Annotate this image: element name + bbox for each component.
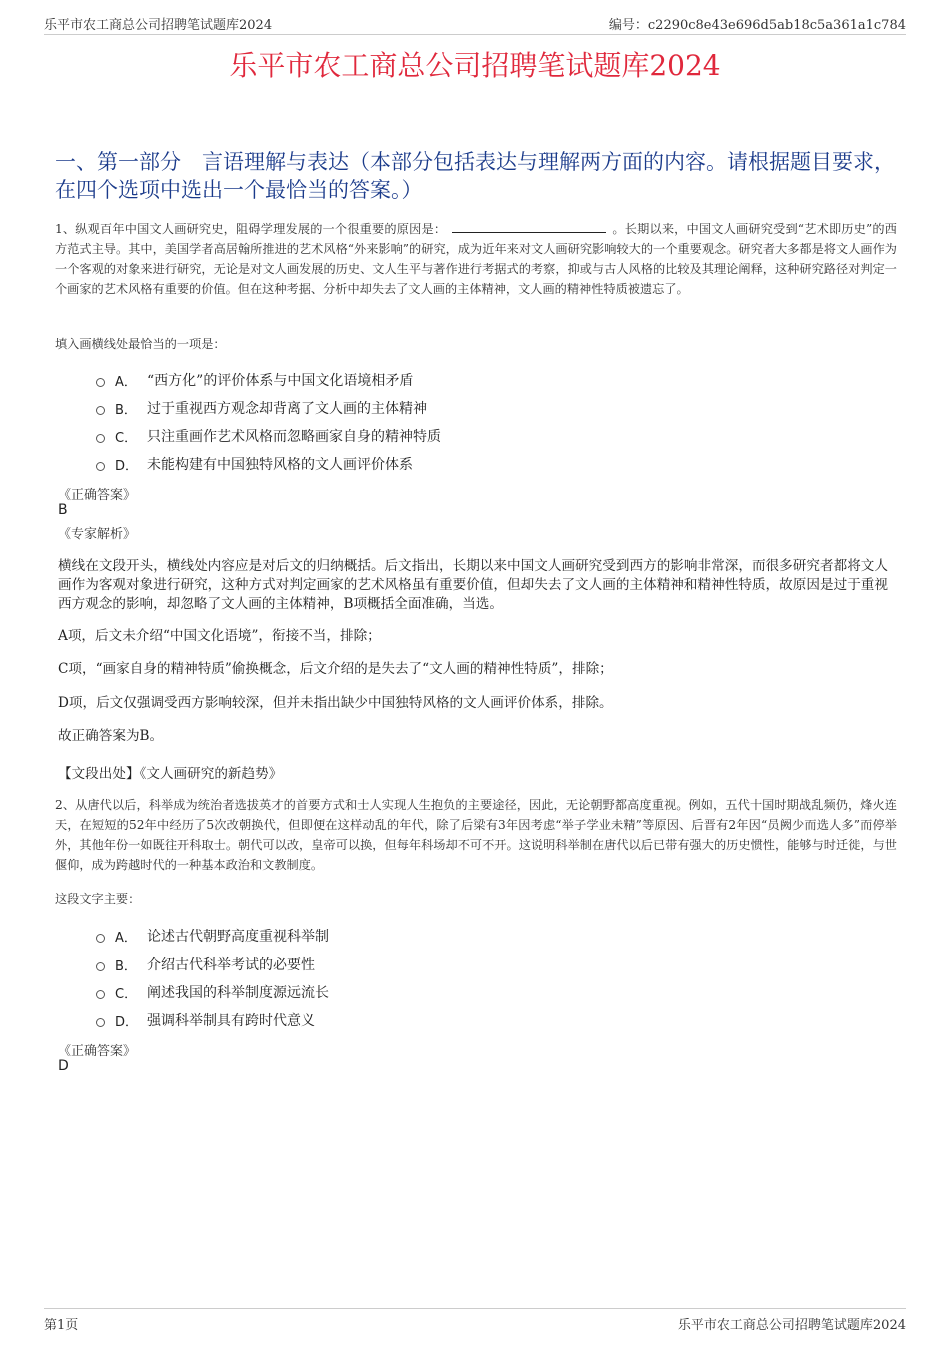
- radio-button[interactable]: [96, 434, 105, 443]
- option-letter: D．: [115, 1014, 139, 1030]
- correct-answer-value: D: [58, 1058, 69, 1074]
- option-letter: B．: [115, 402, 137, 418]
- answer-blank: [452, 221, 606, 233]
- radio-button[interactable]: [96, 1018, 105, 1027]
- analysis-paragraph: C项，“画家自身的精神特质”偷换概念，后文介绍的是失去了“文人画的精神性特质”，排除；: [58, 661, 613, 677]
- correct-answer-value: B: [58, 502, 68, 518]
- analysis-paragraph: A项，后文未介绍“中国文化语境”，衔接不当，排除；: [58, 628, 381, 644]
- question-1-text: [55, 219, 897, 299]
- radio-button[interactable]: [96, 462, 105, 471]
- option-text: 介绍古代科举考试的必要性: [147, 957, 315, 973]
- option-b[interactable]: [96, 950, 329, 978]
- radio-button[interactable]: [96, 934, 105, 943]
- question-1-stem-before: 1、纵观百年中国文人画研究史，阻碍学理发展的一个很重要的原因是：: [55, 222, 447, 236]
- option-a[interactable]: [96, 366, 441, 394]
- analysis-paragraph: 故正确答案为B。: [58, 728, 164, 744]
- correct-answer-label: 《正确答案》: [58, 488, 137, 503]
- page-number: 第1页: [44, 1318, 79, 1333]
- option-text: 未能构建有中国独特风格的文人画评价体系: [147, 457, 413, 473]
- radio-button[interactable]: [96, 378, 105, 387]
- section-heading: 一、第一部分 言语理解与表达（本部分包括表达与理解两方面的内容。请根据题目要求，在四个选项中选出一个最恰当的答案。）: [55, 150, 895, 202]
- question-1-prompt: 填入画横线处最恰当的一项是：: [55, 337, 226, 351]
- question-2-text: 2、从唐代以后，科举成为统治者选拔英才的首要方式和士人实现人生抱负的主要途径，因此，无论朝野都高度重视。例如，五代十国时期战乱频仍，烽火连天，在短短的52年中经历了5次改朝换代，但即便在这样动乱的年代，除了后梁有3年因考虑“举子学业未精”等原因、后晋有2年因“员阙少而选人多”而停举外，其他年份一如既往开科取士。朝代可以改，皇帝可以换，但每年科场却不可不开。这说明科举制在唐代以后已带有强大的历史惯性，能够与时迁徙，与世偃仰，成为跨越时代的一种基本政治和文教制度。: [55, 798, 897, 872]
- option-letter: C．: [115, 430, 138, 446]
- header-doc-number: 编号：c2290c8e43e696d5ab18c5a361a1c784: [608, 18, 906, 33]
- option-c[interactable]: [96, 422, 441, 450]
- option-letter: D．: [115, 458, 139, 474]
- footer-doc-name: 乐平市农工商总公司招聘笔试题库2024: [677, 1318, 906, 1333]
- analysis-paragraph: 横线在文段开头，横线处内容应是对后文的归纳概括。后文指出，长期以来中国文人画研究受到西方的影响非常深，而很多研究者都将文人画作为客观对象进行研究，这种方式对判定画家的艺术风格虽有重要价值，但却失去了文人画的主体精神和精神性特质，故原因是过于重视西方观念的影响，却忽略了文人画的主体精神，B项概括全面准确，当选。: [58, 558, 888, 612]
- option-text: 强调科举制具有跨时代意义: [147, 1013, 315, 1029]
- correct-answer-label: 《正确答案》: [58, 1044, 137, 1059]
- option-text: 过于重视西方观念却背离了文人画的主体精神: [147, 401, 427, 417]
- option-text: “西方化”的评价体系与中国文化语境相矛盾: [147, 373, 414, 389]
- question-2-prompt: 这段文字主要：: [55, 892, 141, 906]
- document-title: 乐平市农工商总公司招聘笔试题库2024: [229, 49, 721, 82]
- option-text: 只注重画作艺术风格而忽略画家自身的精神特质: [147, 429, 441, 445]
- analysis-paragraph: D项，后文仅强调受西方影响较深，但并未指出缺少中国独特风格的文人画评价体系，排除。: [58, 695, 613, 711]
- passage-source: 【文段出处】《文人画研究的新趋势》: [58, 766, 283, 782]
- option-d[interactable]: [96, 450, 441, 478]
- option-letter: A．: [115, 930, 137, 946]
- radio-button[interactable]: [96, 406, 105, 415]
- header-doc-name: 乐平市农工商总公司招聘笔试题库2024: [44, 18, 273, 33]
- question-1-stem-after: 。长期以来，中国文人画研究受到“艺术即历史”的西方范式主导。其中，美国学者高居翰所推进的艺术风格“外来影响”的研究，成为近年来对文人画研究影响较大的一个重要观念。研究者大多都是将文人画作为一个客观的对象来进行研究，无论是对文人画发展的历史、文人生平与著作进行考据式的考察，抑或与古人风格的比较及其理论阐释，这种研究路径对判定一个画家的艺术风格有重要的价值。但在这种考据、分析中却失去了文人画的主体精神，文人画的精神性特质被遗忘了。: [55, 222, 897, 296]
- question-2-options: [96, 922, 329, 1034]
- option-text: 阐述我国的科举制度源远流长: [147, 985, 329, 1001]
- option-b[interactable]: [96, 394, 441, 422]
- option-letter: A．: [115, 374, 137, 390]
- option-c[interactable]: [96, 978, 329, 1006]
- question-1-options: [96, 366, 441, 478]
- option-a[interactable]: [96, 922, 329, 950]
- page-header: [44, 14, 906, 35]
- option-text: 论述古代朝野高度重视科举制: [147, 929, 329, 945]
- radio-button[interactable]: [96, 990, 105, 999]
- option-letter: C．: [115, 986, 138, 1002]
- page-footer: [44, 1308, 906, 1333]
- expert-analysis-label: 《专家解析》: [58, 527, 137, 542]
- radio-button[interactable]: [96, 962, 105, 971]
- option-d[interactable]: [96, 1006, 329, 1034]
- option-letter: B．: [115, 958, 137, 974]
